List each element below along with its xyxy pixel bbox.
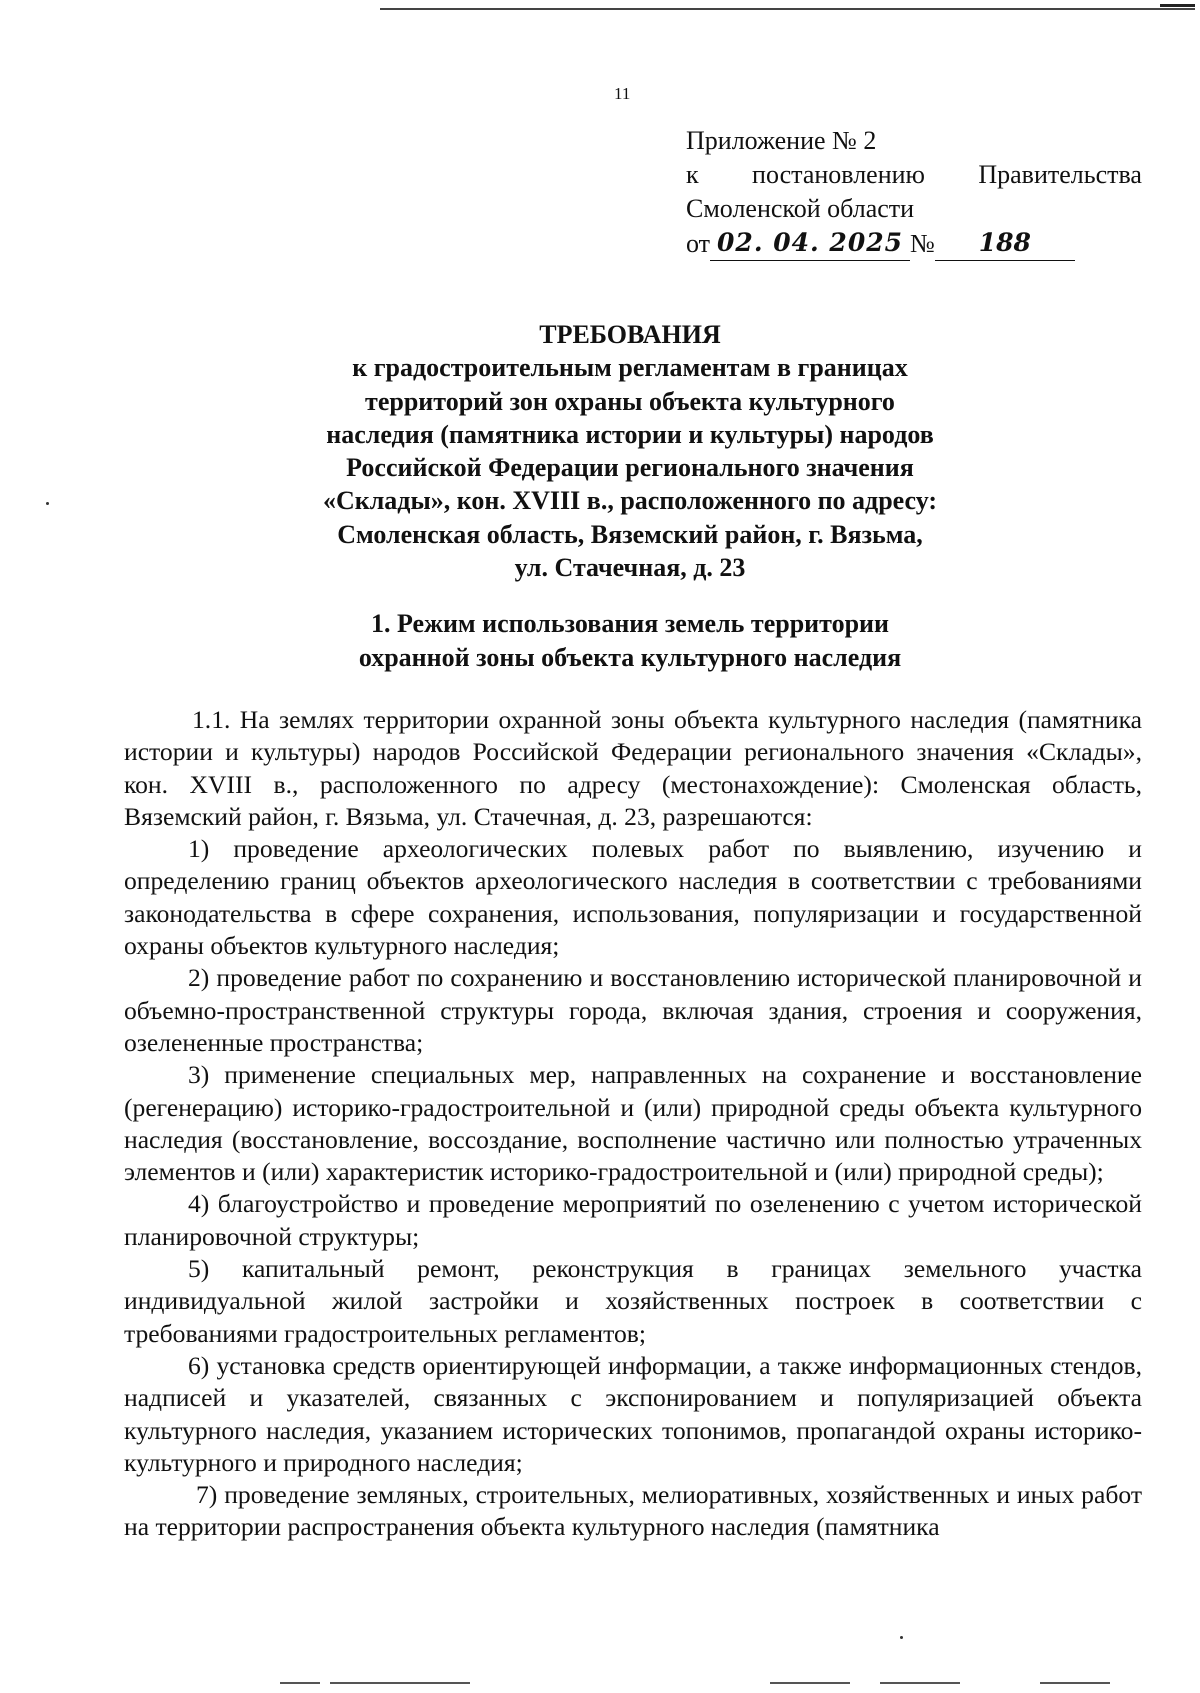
handwritten-date: 02. 04. 2025 bbox=[710, 226, 910, 261]
scan-bottom-mark bbox=[1040, 1682, 1110, 1684]
scan-bottom-mark bbox=[880, 1682, 960, 1684]
list-item-4: 4) благоустройство и проведение мероприятий по озеленению с учетом исторической планировочной структуры; bbox=[124, 1189, 1142, 1251]
appendix-region: Смоленской области bbox=[686, 194, 915, 223]
page-number: 11 bbox=[614, 84, 631, 103]
appendix-pravitelstva: Правительства bbox=[978, 160, 1142, 189]
scan-speck bbox=[900, 1636, 903, 1639]
paragraph-1-1: 1.1. На землях территории охранной зоны объекта культурного наследия (памятника истории и культуры) народов Российской Федерации регионального значения «Склады», кон. XVIII в., расположенного по адресу (местонахождение): Смоленская область, Вяземский район, г. Вязьма, ул. Стачечная, д. 23, разрешаются: bbox=[124, 705, 1142, 831]
section-heading-line-2: охранной зоны объекта культурного наследия bbox=[358, 643, 902, 672]
title-line: Смоленская область, Вяземский район, г. Вязьма, bbox=[337, 519, 923, 549]
handwritten-number: 188 bbox=[935, 226, 1075, 261]
title-heading: ТРЕБОВАНИЯ bbox=[539, 320, 721, 349]
scan-top-mark bbox=[1160, 4, 1195, 7]
appendix-title: Приложение № 2 bbox=[686, 126, 877, 155]
list-item-2: 2) проведение работ по сохранению и восстановлению исторической планировочной и объемно-пространственной структуры города, включая здания, строения и сооружения, озелененные пространства; bbox=[124, 963, 1142, 1057]
title-line: к градостроительным регламентам в границах bbox=[352, 353, 908, 383]
scan-speck bbox=[46, 502, 49, 505]
list-item-3: 3) применение специальных мер, направленных на сохранение и восстановление (регенерацию) историко-градостроительной и (или) природной среды объекта культурного наследия (восстановление, воссоздание, восполнение частично или полностью утраченных элементов и (или) характеристик историко-градостроительной и (или) природной среды); bbox=[124, 1060, 1142, 1187]
title-line: наследия (памятника истории и культуры) народов bbox=[326, 419, 934, 449]
title-line: территорий зон охраны объекта культурного bbox=[365, 386, 895, 416]
appendix-postanovleniyu: постановлению bbox=[752, 160, 925, 189]
scan-bottom-mark bbox=[330, 1682, 470, 1684]
appendix-block bbox=[686, 124, 1142, 261]
document-body bbox=[124, 704, 1142, 1544]
scan-bottom-mark bbox=[770, 1682, 850, 1684]
title-line: ул. Стачечная, д. 23 bbox=[514, 553, 746, 583]
appendix-date-line bbox=[686, 226, 1142, 261]
list-item-5: 5) капитальный ремонт, реконструкция в границах земельного участка индивидуальной жилой застройки и хозяйственных построек в соответствии с требованиями градостроительных регламентов; bbox=[124, 1254, 1142, 1348]
title-line: Российской Федерации регионального значения bbox=[346, 453, 914, 483]
appendix-k: к bbox=[686, 160, 699, 189]
list-item-7: 7) проведение земляных, строительных, мелиоративных, хозяйственных и иных работ на территории распространения объекта культурного наследия (памятника bbox=[124, 1480, 1142, 1542]
scan-top-line bbox=[380, 8, 1195, 10]
list-item-1: 1) проведение археологических полевых работ по выявлению, изучению и определению границ объектов археологического наследия в соответствии с требованиями законодательства в сфере сохранения, использования, популяризации и государственной охраны объектов культурного наследия; bbox=[124, 834, 1142, 961]
document-title bbox=[250, 318, 1010, 584]
number-sign: № bbox=[910, 229, 935, 258]
title-line: «Склады», кон. XVIII в., расположенного по адресу: bbox=[322, 486, 938, 516]
list-item-6: 6) установка средств ориентирующей информации, а также информационных стендов, надписей и указателей, связанных с экспонированием и популяризацией объекта культурного наследия, указанием исторических топонимов, пропагандой охраны историко-культурного и природного наследия; bbox=[124, 1350, 1142, 1477]
appendix-line-2 bbox=[686, 158, 1142, 192]
section-heading bbox=[250, 607, 1010, 675]
appendix-ot: от bbox=[686, 229, 711, 258]
scan-bottom-mark bbox=[280, 1682, 320, 1684]
section-heading-line-1: 1. Режим использования земель территории bbox=[371, 609, 889, 638]
